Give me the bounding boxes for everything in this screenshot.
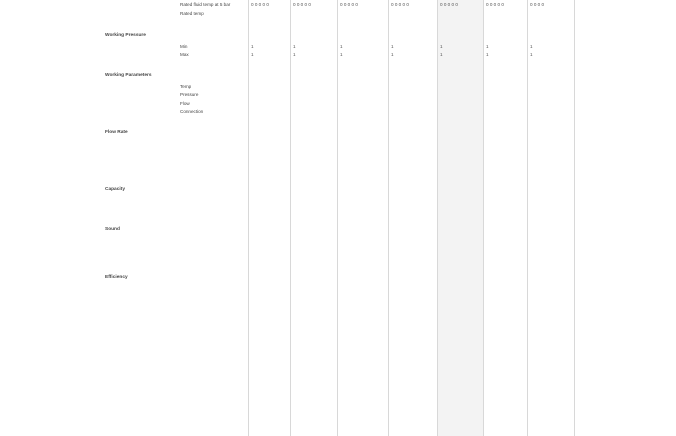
section-heading: Capacity bbox=[105, 187, 125, 192]
table-cell: 1 bbox=[530, 52, 533, 58]
table-cell: 1 bbox=[251, 52, 254, 58]
column-divider bbox=[574, 0, 575, 436]
row-param-label: Min bbox=[180, 43, 188, 49]
column-divider bbox=[337, 0, 338, 436]
table-cell: 1 bbox=[391, 43, 394, 49]
column-divider bbox=[437, 0, 438, 436]
table-cell: 0 0 0 0 0 bbox=[340, 2, 358, 7]
row-param-label: Rated fluid temp at 5 bar bbox=[180, 2, 231, 7]
table-cell: 1 bbox=[340, 43, 343, 49]
section-heading: Sound bbox=[105, 226, 120, 232]
row-param-label: Pressure bbox=[180, 92, 199, 98]
row-param-label: Temp bbox=[180, 83, 192, 89]
table-cell: 0 0 0 0 0 bbox=[391, 2, 409, 7]
section-heading: Efficiency bbox=[105, 275, 128, 281]
table-cell: 1 bbox=[440, 43, 443, 49]
row-param-label: Rated temp bbox=[180, 10, 204, 16]
column-divider bbox=[527, 0, 528, 436]
row-param-label: Connection bbox=[180, 109, 204, 115]
table-cell: 0 0 0 0 0 bbox=[251, 2, 269, 7]
table-cell: 1 bbox=[251, 43, 254, 49]
table-cell: 1 bbox=[440, 52, 443, 58]
section-heading: Flow Rate bbox=[105, 130, 128, 135]
table-cell: 1 bbox=[340, 52, 343, 58]
table-cell: 0 0 0 0 bbox=[530, 2, 545, 7]
row-param-label: Flow bbox=[180, 100, 190, 106]
column-divider bbox=[483, 0, 484, 436]
column-divider bbox=[248, 0, 249, 436]
column-divider bbox=[290, 0, 291, 436]
table-cell: 1 bbox=[293, 43, 296, 49]
row-param-label: Max bbox=[180, 52, 189, 58]
table-cell: 1 bbox=[530, 43, 533, 49]
section-heading: Working Pressure bbox=[105, 33, 146, 39]
highlight-column bbox=[437, 0, 483, 436]
table-cell: 0 0 0 0 0 bbox=[440, 2, 458, 7]
table-cell: 1 bbox=[293, 52, 296, 58]
table-cell: 0 0 0 0 0 bbox=[486, 2, 504, 7]
column-divider bbox=[388, 0, 389, 436]
table-cell: 1 bbox=[486, 52, 489, 58]
table-cell: 0 0 0 0 0 bbox=[293, 2, 311, 7]
table-cell: 1 bbox=[391, 52, 394, 58]
table-cell: 1 bbox=[486, 43, 489, 49]
section-heading: Working Parameters bbox=[105, 73, 152, 78]
